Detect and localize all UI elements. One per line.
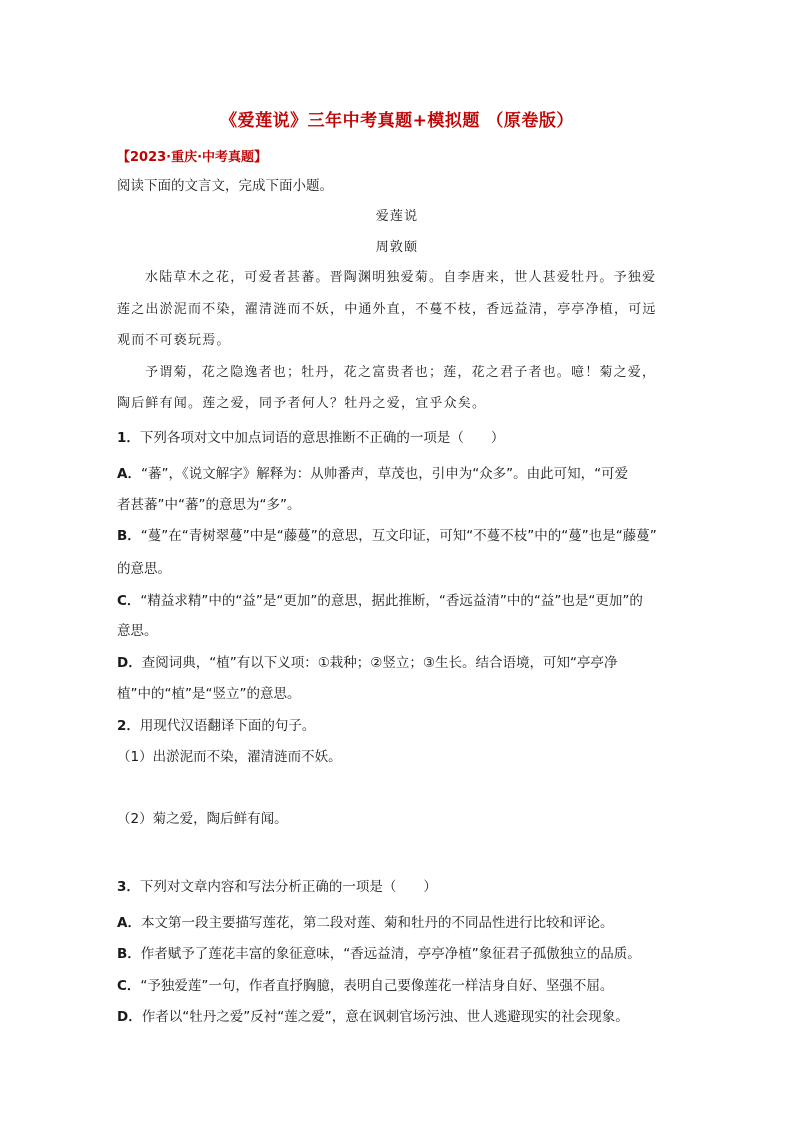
q3-option-d-text: 作者以“牡丹之爱”反衬“莲之爱”，意在讽刺官场污浊、世人逃避现实的社会现象。 bbox=[141, 1009, 629, 1025]
question-2-number: 2． bbox=[117, 718, 140, 734]
q1-option-c-line2: 意思。 bbox=[117, 623, 158, 639]
q2-sentence-2: （2）菊之爱，陶后鲜有闻。 bbox=[117, 811, 288, 827]
question-3-number: 3． bbox=[117, 879, 140, 895]
q2-sentence-1: （1）出淤泥而不染，濯清涟而不妖。 bbox=[117, 749, 342, 765]
passage-p1-line3: 观而不可亵玩焉。 bbox=[117, 333, 231, 348]
passage-p2-line1: 予谓菊，花之隐逸者也；牡丹，花之富贵者也；莲，花之君子者也。噫！菊之爱， bbox=[145, 365, 657, 380]
question-2-stem: 用现代汉语翻译下面的句子。 bbox=[139, 718, 316, 734]
q3-option-a bbox=[117, 913, 613, 933]
q1-option-c-label: C． bbox=[117, 593, 141, 609]
q3-option-c-text: “予独爱莲”一句，作者直抒胸臆，表明自己要像莲花一样洁身自好、坚强不屈。 bbox=[140, 978, 614, 994]
q3-option-b-label: B． bbox=[117, 946, 141, 962]
q3-option-a-label: A． bbox=[117, 915, 141, 931]
q1-option-b-line1 bbox=[117, 526, 657, 546]
q1-option-d-line1 bbox=[117, 653, 618, 673]
question-2 bbox=[117, 716, 315, 736]
passage-title: 爱莲说 bbox=[375, 209, 419, 224]
instruction: 阅读下面的文言文，完成下面小题。 bbox=[117, 178, 333, 194]
q1-option-c-line1 bbox=[117, 591, 643, 611]
q1-option-d-line2: 植”中的“植”是“竖立”的意思。 bbox=[117, 686, 301, 702]
q3-option-a-text: 本文第一段主要描写莲花，第二段对莲、菊和牡丹的不同品性进行比较和评论。 bbox=[140, 915, 614, 931]
question-1-stem: 下列各项对文中加点词语的意思推断不正确的一项是（ ） bbox=[139, 430, 505, 446]
q3-option-c bbox=[117, 976, 613, 996]
question-3-stem: 下列对文章内容和写法分析正确的一项是（ ） bbox=[139, 879, 437, 895]
passage-p2-line2: 陶后鲜有闻。莲之爱，同予者何人？牡丹之爱，宜乎众矣。 bbox=[117, 396, 487, 411]
q1-option-d-text1: 查阅词典，“植”有以下义项：①栽种；②竖立；③生长。结合语境，可知“亭亭净 bbox=[141, 655, 618, 671]
q3-option-c-label: C． bbox=[117, 978, 141, 994]
question-1 bbox=[117, 428, 504, 448]
q1-option-a-line1 bbox=[117, 464, 628, 484]
q3-option-b-text: 作者赋予了莲花丰富的象征意味，“香远益清，亭亭净植”象征君子孤傲独立的品质。 bbox=[140, 946, 641, 962]
q1-option-a-label: A． bbox=[117, 466, 141, 482]
q1-option-c-text1: “精益求精”中的“益”是“更加”的意思，据此推断，“香远益清”中的“益”也是“更加”的 bbox=[140, 593, 643, 609]
q3-option-d bbox=[117, 1007, 629, 1027]
q3-option-b bbox=[117, 944, 641, 964]
q1-option-d-label: D． bbox=[117, 655, 142, 671]
question-3 bbox=[117, 877, 437, 897]
q3-option-d-label: D． bbox=[117, 1009, 142, 1025]
q1-option-b-text1: “蔓”在“青树翠蔓”中是“藤蔓”的意思，互文印证，可知“不蔓不枝”中的“蔓”也是“藤蔓” bbox=[140, 528, 657, 544]
question-1-number: 1． bbox=[117, 430, 140, 446]
source-tag: 【2023·重庆·中考真题】 bbox=[117, 150, 268, 165]
passage-p1-line1: 水陆草木之花，可爱者甚蕃。晋陶渊明独爱菊。自李唐来，世人甚爱牡丹。予独爱 bbox=[145, 270, 657, 285]
q1-option-a-text1: “蕃”，《说文解字》解释为：从帅番声，草茂也，引申为“众多”。由此可知，“可爱 bbox=[140, 466, 629, 482]
q1-option-b-label: B． bbox=[117, 528, 141, 544]
passage-author: 周敦颐 bbox=[375, 240, 419, 255]
passage-p1-line2: 莲之出淤泥而不染，濯清涟而不妖，中通外直，不蔓不枝，香远益清，亭亭净植，可远 bbox=[117, 302, 657, 317]
document-title: 《爱莲说》三年中考真题+模拟题 （原卷版） bbox=[220, 111, 574, 131]
q1-option-a-line2: 者甚蕃”中“蕃”的意思为“多”。 bbox=[117, 497, 301, 513]
q1-option-b-line2: 的意思。 bbox=[117, 561, 171, 577]
